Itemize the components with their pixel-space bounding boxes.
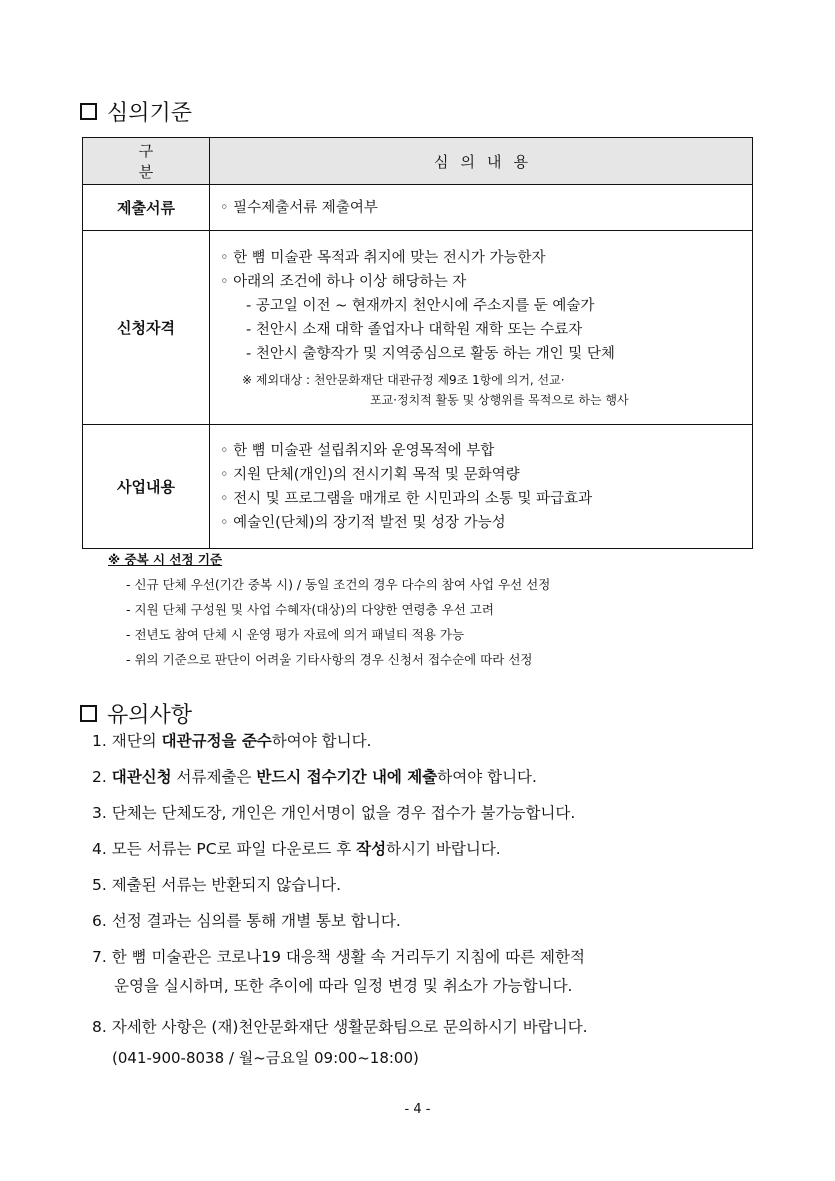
contact-info: (041-900-8038 / 월~금요일 09:00~18:00) [112,1049,419,1067]
note-emphasis: 반드시 접수기간 내에 제출 [256,768,438,786]
duplicate-criteria-title: ※ 중복 시 선정 기준 [108,552,223,567]
list-item: - 지원 단체 구성원 및 사업 수혜자(대상)의 다양한 연령층 우선 고려 [126,602,494,617]
checkbox-square-icon [80,103,97,120]
note-item [92,763,772,799]
note-line: 포교·정치적 활동 및 상행위를 목적으로 하는 행사 [370,392,629,407]
exclusion-note [220,370,742,410]
note-text: 하시기 바랍니다. [386,840,501,858]
note-item [92,727,772,763]
note-emphasis: 대관규정을 준수 [161,732,272,750]
section-title-text: 심의기준 [107,101,193,126]
list-item: ◦ 한 뼘 미술관 목적과 취지에 맞는 전시가 가능한자 [220,249,546,266]
note-text: 2. [92,768,112,786]
list-item: ◦ 예술인(단체)의 장기적 발전 및 성장 가능성 [220,514,506,531]
note-text: 1. 재단의 [92,732,162,750]
content-cell [210,425,753,549]
list-item: ◦ 한 뼘 미술관 설립취지와 운영목적에 부합 [220,442,495,459]
table-row [83,425,753,549]
criteria-table [82,137,753,549]
note-text: 서류제출은 [171,768,257,786]
sub-item: - 천안시 출향작가 및 지역중심으로 활동 하는 개인 및 단체 [246,345,615,362]
note-emphasis: 대관신청 [111,768,172,786]
category-cell: 신청자격 [83,231,210,425]
list-item: - 신규 단체 우선(기간 중복 시) / 동일 조건의 경우 다수의 참여 사업 우선 선정 [126,577,551,592]
page-number: - 4 - [404,1102,431,1117]
section-title-text: 유의사항 [107,703,193,728]
note-text: 4. 모든 서류는 PC로 파일 다운로드 후 [92,840,357,858]
note-item [92,943,772,1013]
note-item: 5. 제출된 서류는 반환되지 않습니다. [92,876,342,894]
sub-item: - 천안시 소재 대학 졸업자나 대학원 재학 또는 수료자 [246,321,583,338]
sub-item: - 공고일 이전 ~ 현재까지 천안시에 주소지를 둔 예술가 [246,297,595,314]
table-row [83,231,753,425]
content-cell [210,185,753,231]
checkbox-square-icon [80,705,97,722]
section-title-notes [80,698,192,729]
content-cell [210,231,753,425]
note-text: 하여야 합니다. [437,768,537,786]
category-cell: 사업내용 [83,425,210,549]
list-item: - 위의 기준으로 판단이 어려울 기타사항의 경우 신청서 접수순에 따라 선정 [126,652,533,667]
note-item: 8. 자세한 사항은 (재)천안문화재단 생활문화팀으로 문의하시기 바랍니다. [92,1018,588,1036]
note-line: 7. 한 뼘 미술관은 코로나19 대응책 생활 속 거리두기 지침에 따른 제한적 [92,948,585,966]
header-content: 심의내용 [210,138,753,185]
section-title-criteria [80,96,192,127]
note-item [92,835,772,871]
list-item: ◦ 지원 단체(개인)의 전시기획 목적 및 문화역량 [220,466,520,483]
category-cell: 제출서류 [83,185,210,231]
note-line: 운영을 실시하며, 또한 추이에 따라 일정 변경 및 취소가 가능합니다. [114,977,573,995]
list-item: ◦ 아래의 조건에 하나 이상 해당하는 자 [220,273,467,290]
note-item: 6. 선정 결과는 심의를 통해 개별 통보 합니다. [92,912,401,930]
note-line: ※ 제외대상 : 천안문화재단 대관규정 제9조 1항에 의거, 선교· [242,372,565,387]
note-text: 하여야 합니다. [271,732,372,750]
list-item: - 전년도 참여 단체 시 운영 평가 자료에 의거 패널티 적용 가능 [126,627,465,642]
list-item: ◦ 필수제출서류 제출여부 [220,199,378,216]
note-emphasis: 작성 [356,840,387,858]
duplicate-criteria [108,547,550,672]
notes-list [92,727,772,1049]
table-row [83,185,753,231]
header-category: 구분 [83,138,210,185]
note-item: 3. 단체는 단체도장, 개인은 개인서명이 없을 경우 접수가 불가능합니다. [92,804,576,822]
list-item: ◦ 전시 및 프로그램을 매개로 한 시민과의 소통 및 파급효과 [220,490,593,507]
table-header-row [83,138,753,185]
